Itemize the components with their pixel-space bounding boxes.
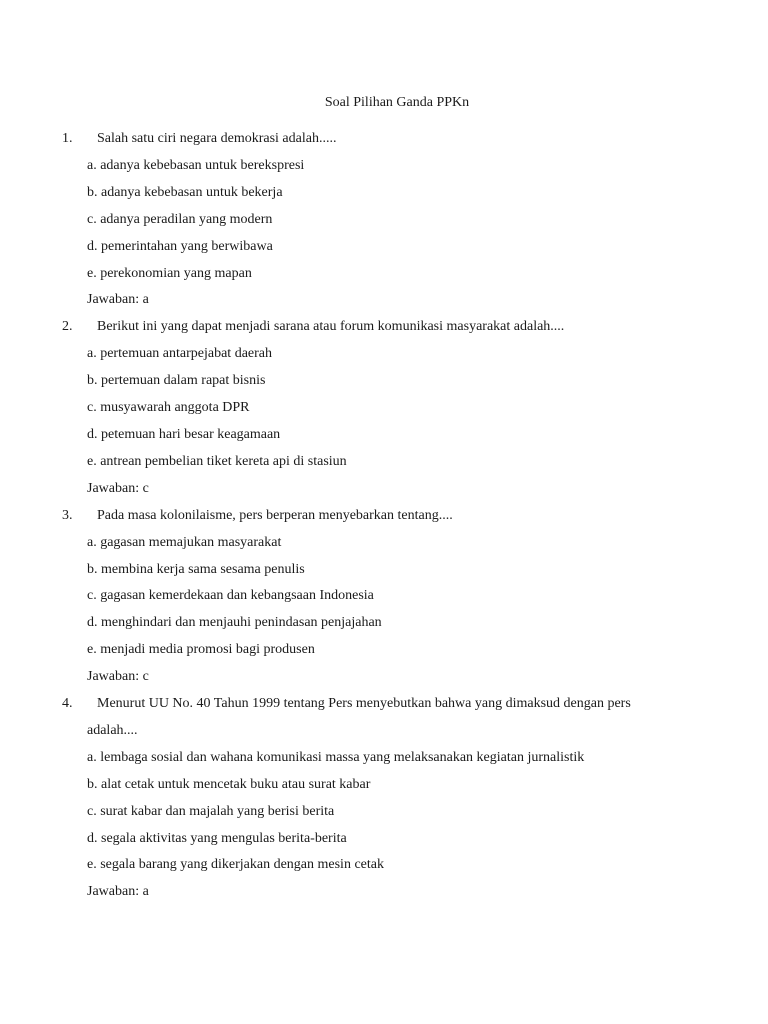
answer-option: d. menghindari dan menjauhi penindasan penjajahan	[87, 615, 382, 631]
question-item	[62, 691, 702, 906]
answer-key: Jawaban: c	[87, 669, 149, 685]
answer-option: e. perekonomian yang mapan	[87, 265, 252, 281]
answer-option: a. pertemuan antarpejabat daerah	[87, 346, 273, 362]
answer-option: d. petemuan hari besar keagamaan	[87, 426, 281, 442]
question-item	[62, 314, 702, 502]
question-text: Berikut ini yang dapat menjadi sarana atau forum komunikasi masyarakat adalah....	[90, 319, 565, 335]
answer-option: a. adanya kebebasan untuk berekspresi	[87, 157, 305, 173]
answer-option: e. menjadi media promosi bagi produsen	[87, 642, 315, 658]
answer-key: Jawaban: a	[87, 884, 149, 900]
answer-key: Jawaban: c	[87, 480, 149, 496]
answer-option: b. alat cetak untuk mencetak buku atau surat kabar	[87, 776, 371, 792]
question-text: Menurut UU No. 40 Tahun 1999 tentang Pers menyebutkan bahwa yang dimaksud dengan pers	[90, 696, 631, 712]
answer-option: b. adanya kebebasan untuk bekerja	[87, 184, 283, 200]
answer-option: e. segala barang yang dikerjakan dengan mesin cetak	[87, 857, 384, 873]
answer-option: b. pertemuan dalam rapat bisnis	[87, 373, 266, 389]
answer-option: c. surat kabar dan majalah yang berisi berita	[87, 803, 335, 819]
question-list	[62, 126, 702, 906]
question-text: Pada masa kolonilaisme, pers berperan menyebarkan tentang....	[90, 507, 453, 523]
answer-option: c. adanya peradilan yang modern	[87, 211, 273, 227]
answer-option: a. gagasan memajukan masyarakat	[87, 534, 282, 550]
question-number: 4.	[62, 696, 73, 712]
answer-option: d. segala aktivitas yang mengulas berita-berita	[87, 830, 347, 846]
answer-option: d. pemerintahan yang berwibawa	[87, 238, 273, 254]
answer-option: a. lembaga sosial dan wahana komunikasi massa yang melaksanakan kegiatan jurnalistik	[87, 749, 585, 765]
answer-option: c. gagasan kemerdekaan dan kebangsaan Indonesia	[87, 588, 374, 604]
question-number: 3.	[62, 507, 73, 523]
question-text-continuation: adalah....	[87, 722, 138, 738]
answer-option: e. antrean pembelian tiket kereta api di stasiun	[87, 453, 347, 469]
document-title: Soal Pilihan Ganda PPKn	[324, 95, 470, 110]
question-item	[62, 503, 702, 691]
answer-option: c. musyawarah anggota DPR	[87, 400, 250, 416]
answer-option: b. membina kerja sama sesama penulis	[87, 561, 305, 577]
question-item	[62, 126, 702, 314]
question-text: Salah satu ciri negara demokrasi adalah.....	[90, 131, 337, 146]
question-number: 1.	[62, 131, 73, 146]
answer-key: Jawaban: a	[87, 292, 149, 308]
question-number: 2.	[62, 319, 73, 335]
